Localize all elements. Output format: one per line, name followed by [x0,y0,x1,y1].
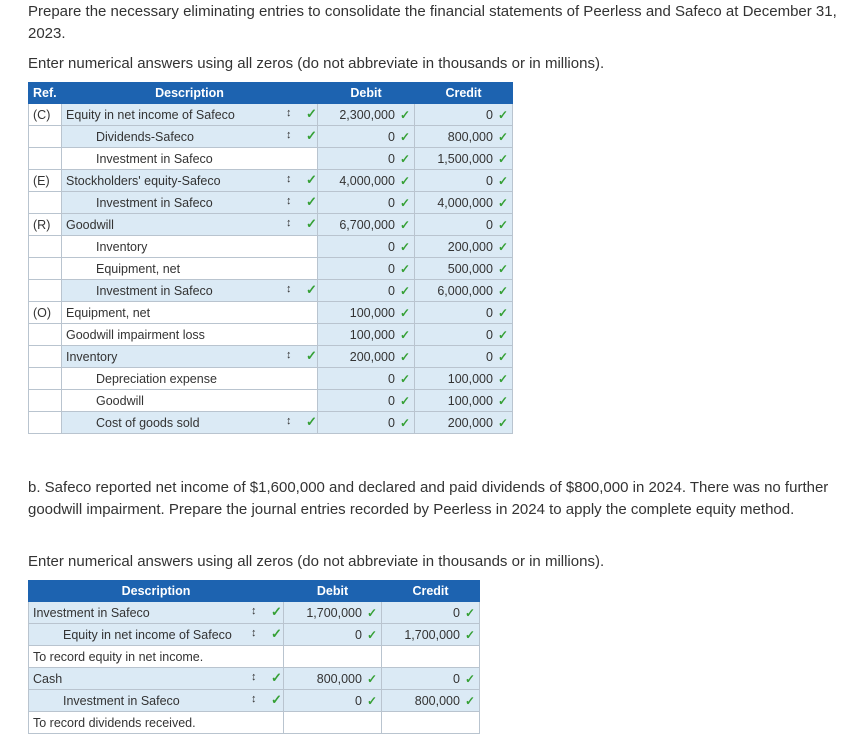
part-b-text: b. Safeco reported net income of $1,600,000 and declared and paid dividends of $800,000 in 2024. There was no further goodwill impairment. Prepare the journal entries recorded by Peerless in 2024 to apply the complete equity method. [28,479,829,518]
table-row [29,104,513,126]
credit-value: 6,000,000 [437,283,493,298]
debit-input[interactable] [318,236,415,258]
ref-cell [29,346,62,368]
check-icon: ✓ [497,107,508,122]
description-text: Equity in net income of Safeco [66,107,235,122]
description-text: Cost of goods sold [96,415,200,430]
credit-value: 1,500,000 [437,151,493,166]
debit-value: 200,000 [349,349,395,364]
note-text: To record equity in net income. [33,649,204,664]
description-text: Investment in Safeco [96,283,213,298]
credit-input[interactable] [415,126,513,148]
check-icon: ✓ [399,327,410,342]
table-row [29,170,513,192]
credit-value: 200,000 [447,415,493,430]
table-row [29,302,513,324]
credit-input[interactable] [415,346,513,368]
check-icon: ✓ [271,626,282,641]
check-icon: ✓ [497,393,508,408]
check-icon: ✓ [271,604,282,619]
check-icon: ✓ [306,282,317,297]
check-icon: ✓ [497,261,508,276]
credit-input[interactable] [415,280,513,302]
ref-cell: (R) [29,214,62,236]
debit-value: 100,000 [349,327,395,342]
credit-value: 0 [485,327,493,342]
check-icon: ✓ [497,349,508,364]
description-select[interactable] [62,214,318,236]
check-icon: ✓ [399,217,410,232]
debit-input[interactable] [284,624,382,646]
credit-header: Credit [382,581,480,602]
credit-header: Credit [415,83,513,104]
check-icon: ✓ [271,692,282,707]
debit-input[interactable] [284,602,382,624]
ref-cell [29,280,62,302]
credit-value: 0 [485,349,493,364]
check-icon: ✓ [497,327,508,342]
credit-input[interactable] [415,258,513,280]
ref-cell [29,390,62,412]
debit-input[interactable] [318,280,415,302]
check-icon: ✓ [497,371,508,386]
credit-input[interactable] [415,170,513,192]
table-row [29,258,513,280]
table-row [29,324,513,346]
debit-input[interactable] [318,346,415,368]
empty-cell [284,646,382,668]
description-text: Goodwill [96,393,144,408]
debit-input[interactable] [318,104,415,126]
description-cell [62,302,318,324]
description-select[interactable] [62,192,318,214]
credit-input[interactable] [382,624,480,646]
table-row [29,690,480,712]
table-row [29,236,513,258]
check-icon: ✓ [399,173,410,188]
check-icon: ✓ [399,129,410,144]
description-cell [62,324,318,346]
intro-text: Prepare the necessary eliminating entries to consolidate the financial statements of Peerless and Safeco at December 31, 2023. [28,3,837,42]
check-icon: ✓ [497,283,508,298]
check-icon: ✓ [306,216,317,231]
check-icon: ✓ [464,605,475,620]
description-select[interactable] [29,668,284,690]
table-row [29,412,513,434]
table-row [29,192,513,214]
check-icon: ✓ [366,605,377,620]
check-icon: ✓ [306,414,317,429]
debit-input[interactable] [318,324,415,346]
description-text: Equipment, net [96,261,181,276]
debit-value: 0 [387,415,395,430]
description-text: Depreciation expense [96,371,217,386]
description-text: Inventory [66,349,118,364]
ref-cell [29,236,62,258]
select-arrows-icon[interactable]: ↕ [286,129,292,141]
description-text: Investment in Safeco [96,151,213,166]
ref-cell: (E) [29,170,62,192]
debit-value: 0 [387,239,395,254]
equity-method-table [28,580,480,734]
description-cell [62,258,318,280]
debit-value: 4,000,000 [339,173,395,188]
ref-cell: (O) [29,302,62,324]
note-cell [29,646,284,668]
debit-value: 100,000 [349,305,395,320]
description-select[interactable] [62,346,318,368]
ref-cell [29,258,62,280]
description-select[interactable] [62,104,318,126]
description-select[interactable] [62,126,318,148]
description-text: Goodwill impairment loss [66,327,205,342]
debit-input[interactable] [318,214,415,236]
debit-input[interactable] [284,690,382,712]
debit-value: 0 [387,393,395,408]
table-row [29,712,480,734]
credit-input[interactable] [382,668,480,690]
table-row [29,602,480,624]
debit-value: 0 [387,283,395,298]
credit-input[interactable] [415,390,513,412]
check-icon: ✓ [306,194,317,209]
check-icon: ✓ [497,217,508,232]
debit-value: 0 [387,371,395,386]
check-icon: ✓ [497,195,508,210]
credit-value: 0 [452,605,460,620]
check-icon: ✓ [497,415,508,430]
table-row [29,214,513,236]
select-arrows-icon[interactable]: ↕ [286,349,292,361]
check-icon: ✓ [464,693,475,708]
ref-cell [29,368,62,390]
description-text: Investment in Safeco [33,605,150,620]
debit-value: 0 [387,129,395,144]
table-row [29,624,480,646]
credit-input[interactable] [415,192,513,214]
debit-value: 6,700,000 [339,217,395,232]
credit-value: 1,700,000 [404,627,460,642]
table-row [29,668,480,690]
description-select[interactable] [29,690,284,712]
table-row [29,346,513,368]
table-row [29,280,513,302]
debit-value: 2,300,000 [339,107,395,122]
ref-cell [29,192,62,214]
debit-input[interactable] [318,368,415,390]
description-text: Dividends-Safeco [96,129,194,144]
check-icon: ✓ [399,195,410,210]
ref-cell: (C) [29,104,62,126]
credit-input[interactable] [415,324,513,346]
credit-value: 0 [452,671,460,686]
description-text: Investment in Safeco [63,693,180,708]
description-text: Equipment, net [66,305,151,320]
debit-value: 1,700,000 [306,605,362,620]
description-text: Cash [33,671,63,686]
credit-value: 500,000 [447,261,493,276]
debit-value: 0 [387,151,395,166]
check-icon: ✓ [399,261,410,276]
select-arrows-icon[interactable]: ↕ [286,173,292,185]
ref-cell [29,126,62,148]
check-icon: ✓ [399,239,410,254]
description-cell [62,390,318,412]
credit-value: 100,000 [447,393,493,408]
check-icon: ✓ [497,173,508,188]
description-cell [62,148,318,170]
select-arrows-icon[interactable]: ↕ [286,283,292,295]
debit-value: 0 [354,693,362,708]
credit-input[interactable] [415,302,513,324]
check-icon: ✓ [399,371,410,386]
check-icon: ✓ [399,107,410,122]
description-cell [62,236,318,258]
ref-cell [29,324,62,346]
empty-cell [382,712,480,734]
check-icon: ✓ [271,670,282,685]
credit-value: 0 [485,173,493,188]
table-row [29,148,513,170]
eliminating-entries-table [28,82,513,434]
credit-input[interactable] [415,236,513,258]
description-text: Investment in Safeco [96,195,213,210]
description-text: Inventory [96,239,148,254]
credit-input[interactable] [415,412,513,434]
select-arrows-icon[interactable]: ↕ [251,693,257,705]
debit-input[interactable] [318,170,415,192]
empty-cell [382,646,480,668]
description-header: Description [62,83,318,104]
check-icon: ✓ [399,305,410,320]
debit-header: Debit [284,581,382,602]
table-row [29,390,513,412]
check-icon: ✓ [497,129,508,144]
note-cell [29,712,284,734]
debit-input[interactable] [284,668,382,690]
debit-header: Debit [318,83,415,104]
credit-value: 800,000 [414,693,460,708]
check-icon: ✓ [497,239,508,254]
debit-value: 0 [387,195,395,210]
table-row [29,368,513,390]
check-icon: ✓ [464,671,475,686]
instruction-text: Enter numerical answers using all zeros (do not abbreviate in thousands or in millions). [28,55,605,72]
credit-value: 4,000,000 [437,195,493,210]
check-icon: ✓ [306,128,317,143]
debit-input[interactable] [318,126,415,148]
check-icon: ✓ [399,283,410,298]
select-arrows-icon[interactable]: ↕ [286,107,292,119]
credit-input[interactable] [415,368,513,390]
check-icon: ✓ [497,305,508,320]
debit-input[interactable] [318,412,415,434]
check-icon: ✓ [306,348,317,363]
description-select[interactable] [62,412,318,434]
empty-cell [284,712,382,734]
description-select[interactable] [62,280,318,302]
check-icon: ✓ [399,151,410,166]
ref-cell [29,412,62,434]
debit-input[interactable] [318,302,415,324]
description-text: Goodwill [66,217,114,232]
credit-value: 200,000 [447,239,493,254]
debit-input[interactable] [318,258,415,280]
debit-value: 0 [387,261,395,276]
table-row [29,126,513,148]
credit-value: 100,000 [447,371,493,386]
debit-value: 800,000 [316,671,362,686]
description-cell [62,368,318,390]
credit-value: 800,000 [447,129,493,144]
credit-input[interactable] [415,148,513,170]
select-arrows-icon[interactable]: ↕ [286,195,292,207]
ref-cell [29,148,62,170]
credit-input[interactable] [415,104,513,126]
debit-value: 0 [354,627,362,642]
credit-input[interactable] [382,602,480,624]
check-icon: ✓ [464,627,475,642]
debit-input[interactable] [318,192,415,214]
check-icon: ✓ [399,393,410,408]
check-icon: ✓ [306,106,317,121]
description-select[interactable] [29,624,284,646]
description-select[interactable] [29,602,284,624]
table-row [29,646,480,668]
check-icon: ✓ [399,349,410,364]
check-icon: ✓ [366,693,377,708]
description-text: Stockholders' equity-Safeco [66,173,221,188]
check-icon: ✓ [366,671,377,686]
check-icon: ✓ [366,627,377,642]
select-arrows-icon[interactable]: ↕ [251,671,257,683]
ref-header: Ref. [29,83,62,104]
description-select[interactable] [62,170,318,192]
select-arrows-icon[interactable]: ↕ [286,415,292,427]
credit-value: 0 [485,107,493,122]
check-icon: ✓ [306,172,317,187]
credit-value: 0 [485,217,493,232]
credit-input[interactable] [415,214,513,236]
check-icon: ✓ [497,151,508,166]
select-arrows-icon[interactable]: ↕ [251,627,257,639]
instruction-text-2: Enter numerical answers using all zeros (do not abbreviate in thousands or in millions). [28,553,605,570]
credit-input[interactable] [382,690,480,712]
debit-input[interactable] [318,390,415,412]
debit-input[interactable] [318,148,415,170]
description-header: Description [29,581,284,602]
select-arrows-icon[interactable]: ↕ [286,217,292,229]
credit-value: 0 [485,305,493,320]
select-arrows-icon[interactable]: ↕ [251,605,257,617]
check-icon: ✓ [399,415,410,430]
note-text: To record dividends received. [33,715,196,730]
description-text: Equity in net income of Safeco [63,627,232,642]
